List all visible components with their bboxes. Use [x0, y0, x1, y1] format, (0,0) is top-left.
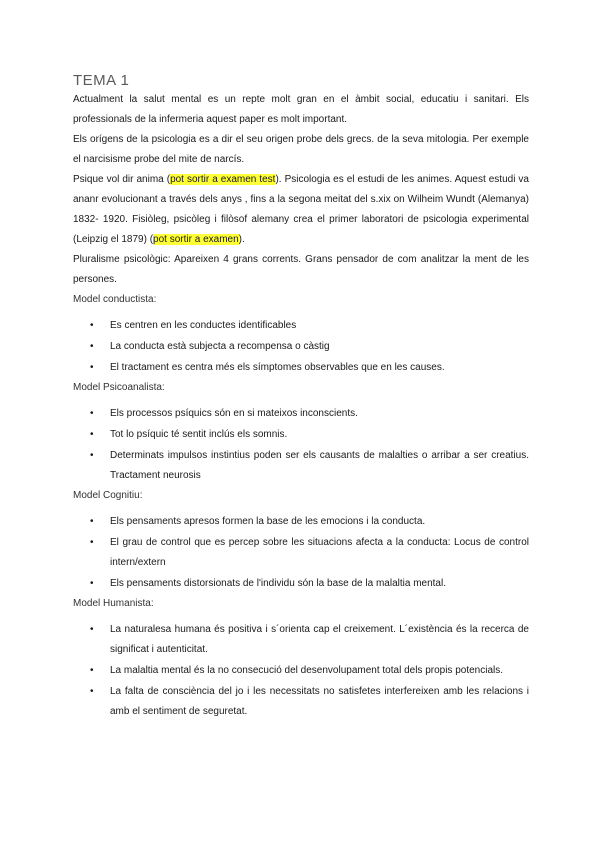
list-item [73, 446, 529, 486]
model-heading-psicoanalista: Model Psicoanalista: [73, 382, 165, 393]
bullet-icon: • [90, 578, 94, 589]
bullet-icon: • [90, 665, 94, 676]
list-item-text: La naturalesa humana és positiva i s´orienta cap el creixement. L´existència és la recerca de significat i autenticitat. [110, 624, 529, 655]
bullet-icon: • [90, 686, 94, 697]
bullet-icon: • [90, 516, 94, 527]
list-item-text: Tot lo psíquic té sentit inclús els somnis. [110, 429, 288, 440]
list-item [73, 337, 529, 357]
model-list-humanista [73, 620, 529, 722]
model-list-cognitiu [73, 512, 529, 594]
bullet-icon: • [90, 408, 94, 419]
bullet-icon: • [90, 320, 94, 331]
bullet-icon: • [90, 341, 94, 352]
list-item-text: La conducta està subjecta a recompensa o càstig [110, 341, 330, 352]
model-list-psicoanalista [73, 404, 529, 486]
bullet-icon: • [90, 624, 94, 635]
list-item-text: La falta de consciència del jo i les necessitats no satisfetes interfereixen amb les relacions i amb el sentiment de seguretat. [110, 686, 529, 717]
list-item [73, 358, 529, 378]
list-item [73, 574, 529, 594]
list-item [73, 512, 529, 532]
list-item [73, 682, 529, 722]
list-item [73, 620, 529, 660]
highlight-exam-test: pot sortir a examen test [170, 174, 276, 185]
list-item [73, 661, 529, 681]
model-heading-conductista: Model conductista: [73, 294, 157, 305]
list-item-text: Es centren en les conductes identificables [110, 320, 297, 331]
list-item [73, 533, 529, 573]
list-item-text: Els processos psíquics són en si mateixos inconscients. [110, 408, 358, 419]
origins-paragraph: Els orígens de la psicologia es a dir el seu origen probe dels grecs. de la seva mitologia. Per exemple el narcisisme probe del mite de narcís. [73, 134, 529, 165]
page-title: TEMA 1 [73, 72, 130, 89]
psique-text-3: ). [238, 234, 245, 245]
psique-paragraph [73, 170, 529, 250]
pluralisme-paragraph: Pluralisme psicològic: Apareixen 4 grans corrents. Grans pensador de com analitzar la ment de les persones. [73, 254, 529, 285]
highlight-exam: pot sortir a examen [153, 234, 239, 245]
list-item-text: La malaltia mental és la no consecució del desenvolupament total dels propis potencials. [110, 665, 504, 676]
intro-paragraph: Actualment la salut mental es un repte molt gran en el àmbit social, educatiu i sanitari. Els professionals de la infermeria aquest paper es molt important. [73, 94, 529, 125]
bullet-icon: • [90, 537, 94, 548]
list-item [73, 404, 529, 424]
list-item-text: Els pensaments distorsionats de l'individu són la base de la malaltia mental. [110, 578, 446, 589]
model-list-conductista [73, 316, 529, 378]
list-item-text: El grau de control que es percep sobre les situacions afecta a la conducta: Locus de control intern/extern [110, 537, 529, 568]
model-heading-humanista: Model Humanista: [73, 598, 154, 609]
list-item-text: Determinats impulsos instintius poden ser els causants de malalties o arribar a ser creatius. Tractament neurosis [110, 450, 529, 481]
list-item [73, 316, 529, 336]
list-item-text: El tractament es centra més els símptomes observables que en les causes. [110, 362, 445, 373]
document-body [73, 72, 529, 722]
psique-text-2: ). Psicologia es el estudi de les animes. Aquest estudi va ananr evolucionant a través dels anys , fins a la segona meitat del s.xix on Wilheim Wundt (Alemanya) 1832- 1920. Fisiòleg, psicòleg i filòsof alemany crea el primer laboratori de psicologia experimental (Leipzig el 1879) ( [73, 174, 529, 245]
list-item-text: Els pensaments apresos formen la base de les emocions i la conducta. [110, 516, 426, 527]
model-heading-cognitiu: Model Cognitiu: [73, 490, 143, 501]
bullet-icon: • [90, 450, 94, 461]
psique-text-1: Psique vol dir anima ( [73, 174, 171, 185]
list-item [73, 425, 529, 445]
bullet-icon: • [90, 429, 94, 440]
bullet-icon: • [90, 362, 94, 373]
